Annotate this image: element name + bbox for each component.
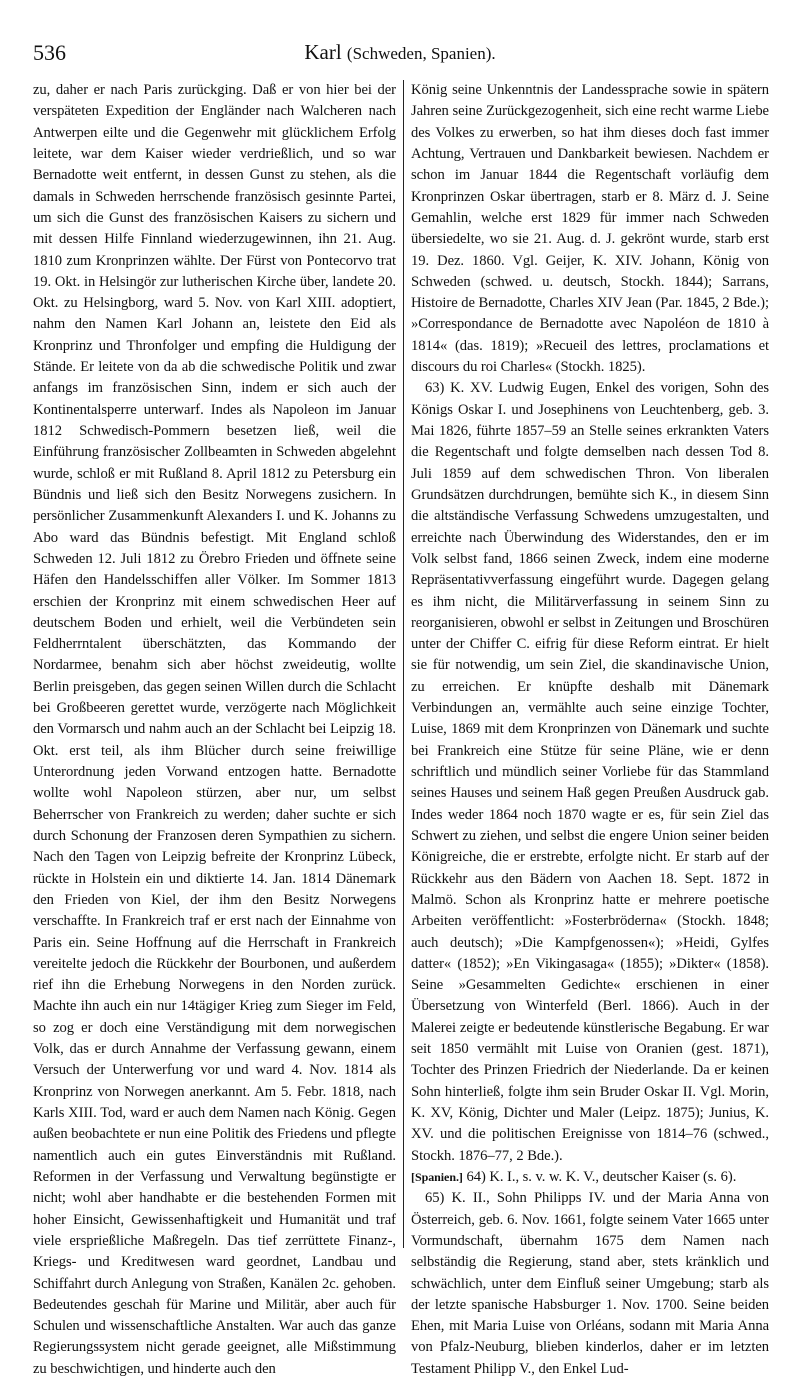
column-divider [403,80,404,1248]
entry-karl-ii-spain: 65) K. II., Sohn Philipps IV. und der Maria Anna von Österreich, geb. 6. Nov. 1661, folgte seinem Vater 1665 unter Vormundschaft, übernahm 1675 dem Namen nach selbständig die Regierung, stand aber, stets kränklich und schwächlich, unter dem Einfluß seiner Umgebung; starb als der letzte spanische Habsburger 1. Nov. 1700. Seine beiden Ehen, mit Maria Luise von Orléans, sodann mit Maria Anna von Pfalz-Neuburg, blieben kinderlos, daher er im letzten Testament Philipp V., den Enkel Lud- [411,1190,769,1377]
running-head-title: Karl [304,40,342,64]
section-tag-spain: [Spanien.] [411,1169,463,1184]
right-column [411,80,769,1377]
entry-karl-xiv-continued: König seine Unkenntnis der Landessprache sowie in spätern Jahren seine Zurückgezogenheit, sich eine recht warme Liebe des Volkes zu erwerben, so hat ihm dieses doch fast immer Achtung, Vertrauen und Dankbarkeit bewiesen. Nachdem er schon im Januar 1844 die Regentschaft vorläufig dem Kronprinzen Oskar übertragen, starb er 8. März d. J. Seine Gemahlin, welche erst 1829 für immer nach Schweden übersiedelte, wo sie 21. Aug. d. J. gekrönt wurde, starb erst 19. Dez. 1860. Vgl. Geijer, K. XIV. Johann, König von Schweden (schwed. u. deutsch, Stockh. 1844); Sarrans, Histoire de Bernadotte, Charles XIV Jean (Par. 1845, 2 Bde.); »Correspondance de Bernadotte avec Napoléon de 1810 à 1814« (das. 1819); »Recueil des lettres, proclamations et discours du roi Charles« (Stockh. 1825). [411,82,769,376]
entry-karl-xv: 63) K. XV. Ludwig Eugen, Enkel des vorigen, Sohn des Königs Oskar I. und Josephinens von Leuchtenberg, geb. 3. Mai 1826, führte 1857–59 an Stelle seines erkrankten Vaters die Regentschaft und folgte demselben nach dessen Tod 8. Juli 1859 auf dem schwedischen Thron. Von liberalen Grundsätzen durchdrungen, bemühte sich K., in diesem Sinn die altständische Verfassung Schwedens umzugestalten, und erreichte nach Überwindung des Widerstandes, den er im Volk selbst fand, 1866 seinen Zweck, indem eine moderne Repräsentativverfassung eingeführt wurde. Dagegen gelang es ihm nicht, die Militärverfassung in seinem Sinn zu reorganisieren, obwohl er selbst in Zeitungen und Broschüren unter der Chiffer C. eifrig für diese Reform eintrat. Er hielt sie für notwendig, um sein Ziel, die skandinavische Union, zu erreichen. Er knüpfte deshalb mit Dänemark Verbindungen an, vermählte auch seine einzige Tochter, Luise, 1869 mit dem Kronprinzen von Dänemark und suchte bei Frankreich eine Stütze für seine Pläne, wie er denn schriftlich und mündlich seiner Vorliebe für das Stammland seines Hauses und seinem Haß gegen Preußen Ausdruck gab. Indes weder 1864 noch 1870 wagte er es, für sein Ziel das Schwert zu ziehen, und selbst die engere Union seiner beiden Königreiche, die er erstrebte, erfolgte nicht. Er starb auf der Rückkehr aus den Bädern von Aachen 18. Sept. 1872 in Malmö. Schon als Kronprinz hatte er mehrere poetische Arbeiten veröffentlicht: »Fosterbröderna« (Stockh. 1848; auch deutsch); »Die Kampfgenossen«); »Heidi, Gylfes datter« (1852); »En Vikingasaga« (1855); »Dikter« (1858). Seine »Gesammelten Gedichte« erschienen in einer Übersetzung von Winterfeld (Berl. 1866). Auch in der Malerei zeigte er bedeutende künstlerische Begabung. Er war seit 1850 vermählt mit Luise von Oranien (gest. 1871), Tochter des Prinzen Friedrich der Niederlande. Da er keinen Sohn hinterließ, folgte ihm sein Bruder Oskar II. Vgl. Morin, K. XV, König, Dichter und Maler (Leipz. 1875); Junius, K. XV. und die politischen Ereignisse von 1814–76 (schwed., Stockh. 1876–77, 2 Bde.). [411,380,769,1164]
page-number: 536 [33,40,66,65]
running-head [33,40,767,65]
entry-karl-i-text: 64) K. I., s. v. w. K. V., deutscher Kaiser (s. 6). [466,1168,737,1185]
left-column [33,80,396,1377]
left-column-text: zu, daher er nach Paris zurückging. Daß er von hier bei der verspäteten Expedition der Engländer nach Walcheren nach Antwerpen eilte und die Gegenwehr mit glücklichem Erfolg leitete, war dem Kaiser wieder verdrießlich, und so war Bernadotte weit entfernt, in dessen Gunst zu stehen, als die damals in Schweden herrschende französisch gesinnte Partei, um sich die Gunst des französischen Kaisers zu sichern und mit dessen Hilfe Finnland wiederzugewinnen, ihn 21. Aug. 1810 zum Kronprinzen wählte. Der Fürst von Pontecorvo trat 19. Okt. in Helsingör zur lutherischen Kirche über, landete 20. Okt. zu Helsingborg, ward 5. Nov. von Karl XIII. adoptiert, nahm den Namen Karl Johann an, leistete den Eid als Kronprinz und Thronfolger und empfing die Huldigung der Stände. Er leitete von da ab die schwedische Politik und zwar anfangs im französischen Sinn, indem er sich auch der Kontinentalsperre unterwarf. Indes als Napoleon im Januar 1812 Schwedisch-Pommern besetzen ließ, weil die Einführung französischer Zollbeamten in Schweden abgelehnt wurde, schloß er mit Rußland 8. April 1812 zu Petersburg ein Bündnis und ließ sich den Besitz Norwegens zusichern. In persönlicher Zusammenkunft Alexanders I. und K. Johanns zu Abo ward das Bündnis befestigt. Mit England schloß Schweden 12. Juli 1812 zu Örebro Frieden und öffnete seine Häfen den Handelsschiffen aller Völker. Im Sommer 1813 erschien der Kronprinz mit einem schwedischen Heer auf deutschem Boden und erhielt, weil die Verbündeten sein Feldherrntalent überschätzten, das Kommando der Nordarmee, benahm sich aber höchst zweideutig, wollte Berlin preisgeben, das gegen seinen Willen durch die Schlacht bei Großbeeren gerettet wurde, verzögerte nach Möglichkeit den Vormarsch und nahm auch an der Schlacht bei Leipzig 18. Okt. erst teil, als ihm Blücher durch seine freiwillige Unterordnung jeden Vorwand entzogen hatte. Bernadotte wollte wohl Napoleon stürzen, aber nur, um selbst Beherrscher von Frankreich zu werden; daher suchte er sich durch Schonung der Franzosen deren Sympathien zu sichern. Nach den Tagen von Leipzig befreite der Kronprinz Lübeck, rückte in Holstein ein und diktierte 14. Jan. 1814 Dänemark den Frieden von Kiel, der ihm den Besitz Norwegens verschaffte. In Frankreich traf er erst nach der Einnahme von Paris ein. Seine Hoffnung auf die Herrschaft in Frankreich vereitelte jedoch die Rückkehr der Bourbonen, und außerdem rief ihn die Erhebung Norwegens in den Norden zurück. Machte ihn auch ein nur 14tägiger Krieg zum Sieger im Feld, so zog er doch eine Verständigung mit dem norwegischen Volk, das er durch Annahme der Verfassung gewann, einem Versuch der Unterwerfung vor und ward 4. Nov. 1814 als Kronprinz von Norwegen anerkannt. Am 5. Febr. 1818, nach Karls XIII. Tod, ward er auch dem Namen nach König. Gegen außen beobachtete er nun eine Politik des Friedens und pflegte namentlich auch ein gutes Einverständnis mit Rußland. Reformen in der Verfassung und Verwaltung begünstigte er nicht; wohl aber handhabte er die bestehenden Formen mit hoher Einsicht, Gewissenhaftigkeit und Humanität und traf viele ersprießliche Maßregeln. Das tief zerrüttete Finanz-, Kriegs- und Kreditwesen ward geordnet, Landbau und Schiffahrt durch Anlegung von Straßen, Kanälen 2c. gehoben. Bedeutendes geschah für Marine und Militär, aber auch für Schulen und wissenschaftliche Anstalten. War auch das ganze Regierungssystem nicht gerade geeignet, alle Mißstimmung zu beschwichtigen, und hinderte auch den [33,82,396,1377]
page-header [33,40,767,68]
entry-karl-i-spain [411,1167,769,1188]
running-head-subtitle: (Schweden, Spanien). [346,44,496,63]
